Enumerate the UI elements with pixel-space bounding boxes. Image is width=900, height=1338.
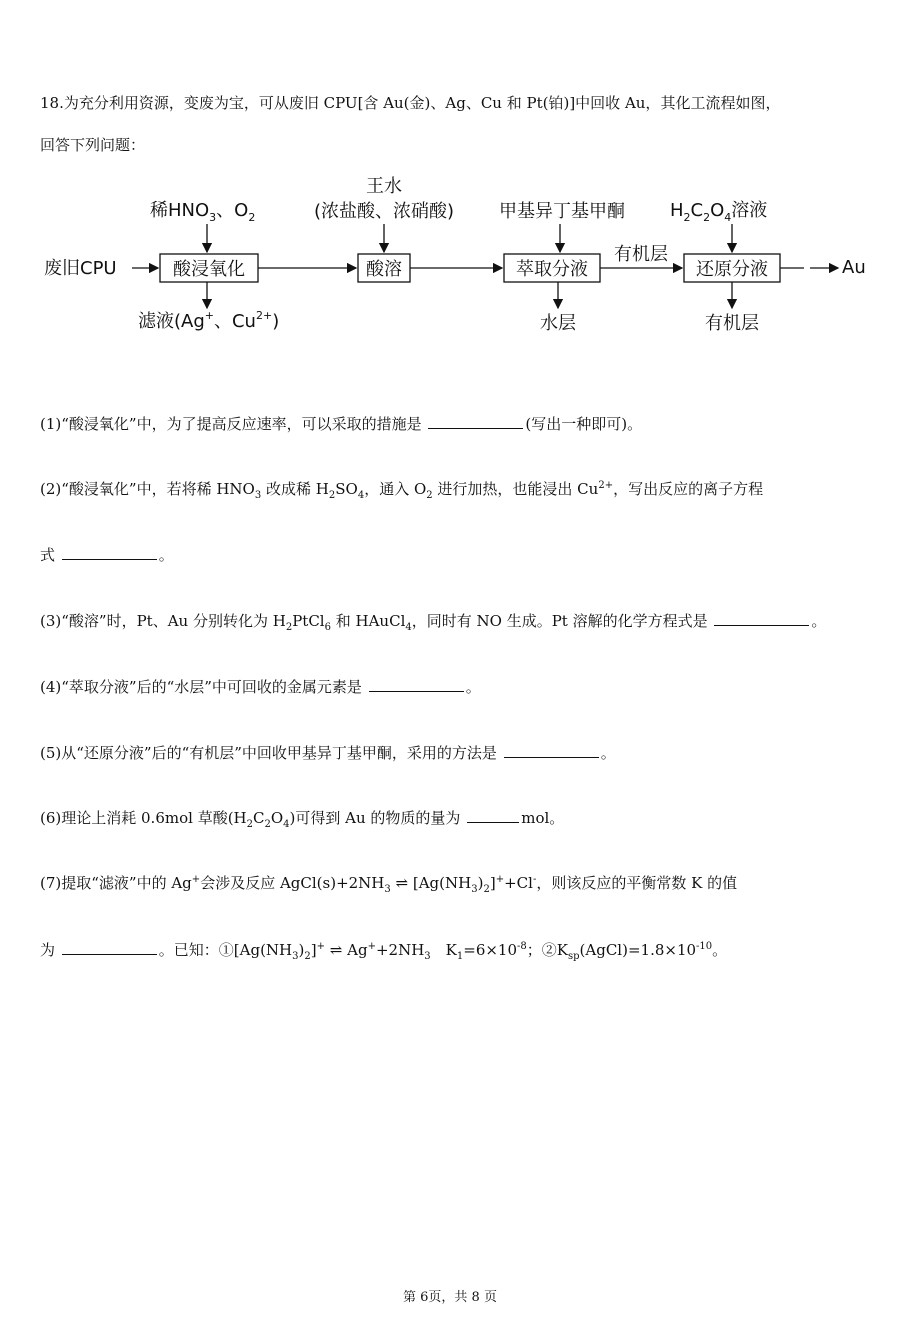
link-organic-layer-label: 有机层: [614, 244, 668, 265]
q2-answer-blank[interactable]: [62, 543, 157, 560]
product-label: Au: [842, 257, 866, 278]
flow-start-label: 废旧CPU: [44, 258, 117, 279]
q2-line2: 式 。: [40, 543, 174, 566]
q3-answer-blank[interactable]: [714, 609, 809, 626]
q3-line: (3)“酸溶”时，Pt、Au 分别转化为 $H_2PtCl_6$ 和 HAuCl$_4$，同时有 NO 生成。Pt 溶解的化学方程式是 。: [40, 609, 826, 632]
page-footer: 第 6页，共 8 页: [403, 1290, 497, 1305]
q4-line: (4)“萃取分液”后的“水层”中可回收的金属元素是 。: [40, 675, 481, 698]
input4-label: $H_2C_2O_4$溶液: [670, 200, 768, 224]
output4-label: 有机层: [705, 313, 759, 334]
q6-answer-blank[interactable]: [467, 806, 519, 823]
q4-answer-blank[interactable]: [369, 675, 464, 692]
input2-label-line1: 王水: [366, 176, 402, 197]
step2-label: 酸溶: [366, 259, 402, 280]
q2-line1: (2)“酸浸氧化”中，若将稀 $HNO_3$ 改成稀 $H_2SO_4$，通入 $O_2$ 进行加热，也能浸出 $Cu^{2+}$，写出反应的离子方程: [40, 480, 764, 501]
step1-label: 酸浸氧化: [173, 259, 245, 280]
q7-answer-blank[interactable]: [62, 938, 157, 955]
input3-label: 甲基异丁基甲酮: [499, 201, 625, 222]
step4-label: 还原分液: [696, 259, 768, 280]
question-intro-line2: 回答下列问题：: [40, 136, 146, 154]
q5-line: (5)从“还原分液”后的“有机层”中回收甲基异丁基甲酮，采用的方法是 。: [40, 741, 616, 764]
q6-line: (6)理论上消耗 0.6mol 草酸$(H_2C_2O_4)$可得到 Au 的物质的量为 mol。: [40, 806, 564, 829]
q5-answer-blank[interactable]: [504, 741, 599, 758]
q7-line2: 为 。已知：$①[Ag(NH_3)_2]^+$ ⇌ $Ag^++2NH_3$ $K_1=6\times 10^{-8}$；$②K_{sp}(AgCl)=1.8\times 10^{-10}$。: [40, 938, 727, 961]
input2-label-line2: (浓盐酸、浓硝酸): [313, 201, 455, 222]
output3-label: 水层: [540, 313, 576, 334]
output1-label: 滤液(Ag+、$Cu^{2+}$): [138, 309, 280, 332]
process-flowchart: [40, 172, 870, 342]
q7-line1: (7)提取“滤液”中的 Ag+会涉及反应 $AgCl(s)+2NH_3$ ⇌ $[Ag(NH_3)_2]^++Cl^-$，则该反应的平衡常数 K 的值: [40, 874, 738, 895]
input1-label: 稀$HNO_3$、$O_2$: [150, 200, 256, 224]
step3-label: 萃取分液: [516, 259, 588, 280]
q1-tail: (写出一种即可)。: [525, 415, 643, 433]
q1-text: (1)“酸浸氧化”中，为了提高反应速率，可以采取的措施是: [40, 415, 422, 433]
question-intro-line1: 18.为充分利用资源，变废为宝，可从废旧 CPU[含 Au(金)、Ag、Cu 和 Pt(铂)]中回收 Au，其化工流程如图，: [40, 94, 781, 112]
q1-answer-blank[interactable]: [428, 412, 523, 429]
q1-line: [40, 412, 642, 435]
